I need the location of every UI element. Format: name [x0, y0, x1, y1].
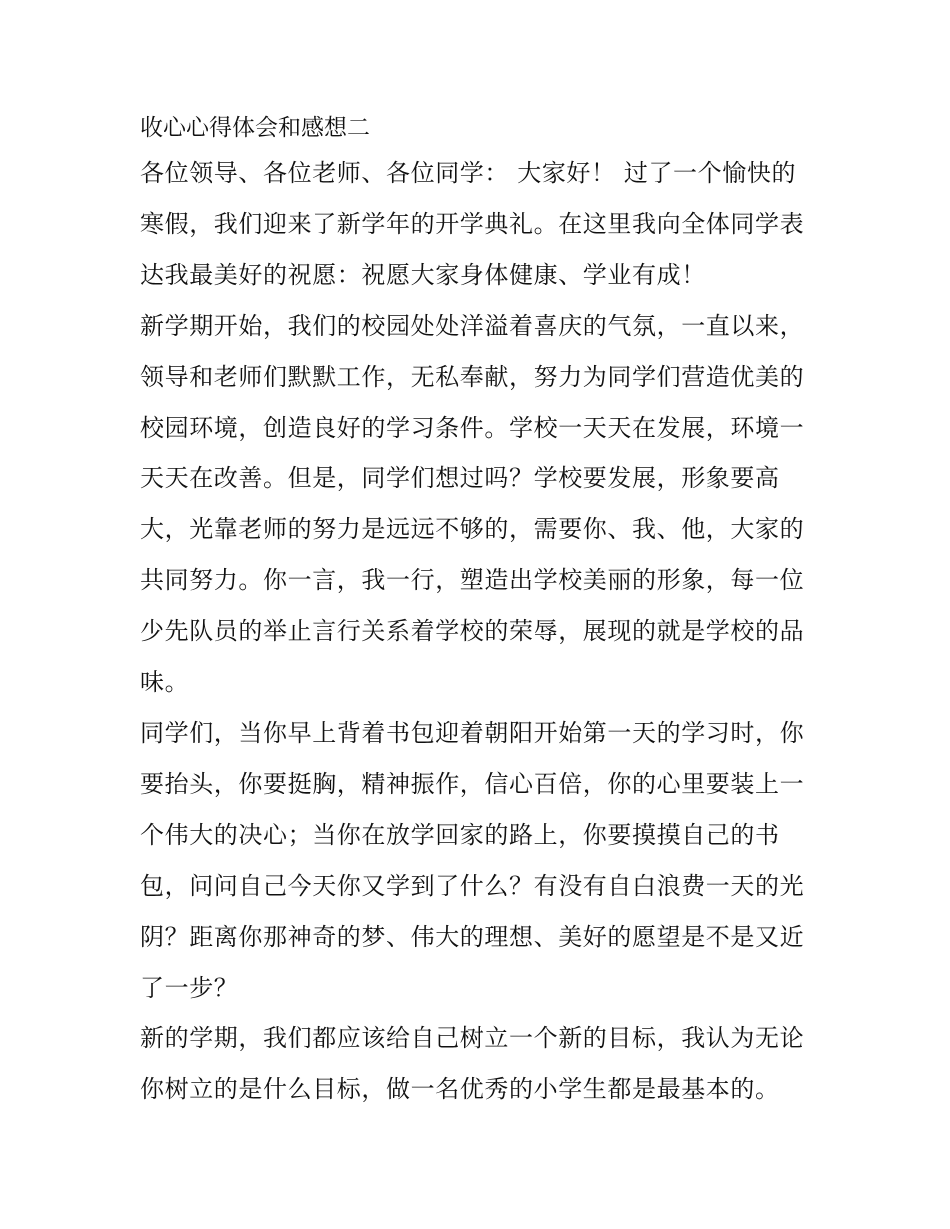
- text-line: 少先队员的举止言行关系着学校的荣辱，展现的就是学校的品: [140, 617, 805, 646]
- text-line: 校园环境，创造良好的学习条件。学校一天天在发展，环境一: [140, 413, 805, 442]
- text-line: 共同努力。你一言，我一行，塑造出学校美丽的形象，每一位: [140, 566, 805, 595]
- text-line: 大，光靠老师的努力是远远不够的，需要你、我、他，大家的: [140, 515, 805, 544]
- text-line: 新学期开始，我们的校园处处洋溢着喜庆的气氛，一直以来，: [140, 311, 805, 340]
- text-line: 寒假，我们迎来了新学年的开学典礼。在这里我向全体同学表: [140, 209, 805, 238]
- text-line: 了一步？: [140, 973, 239, 1002]
- text-line: 新的学期，我们都应该给自己树立一个新的目标，我认为无论: [140, 1024, 805, 1053]
- text-line: 你树立的是什么目标，做一名优秀的小学生都是最基本的。: [140, 1075, 780, 1104]
- text-line: 各位领导、各位老师、各位同学： 大家好！ 过了一个愉快的: [140, 159, 797, 187]
- text-line: 阴？距离你那神奇的梦、伟大的理想、美好的愿望是不是又近: [140, 922, 805, 951]
- text-line: 味。: [140, 668, 190, 697]
- text-line: 同学们，当你早上背着书包迎着朝阳开始第一天的学习时，你: [140, 718, 805, 747]
- document-title: 收心心得体会和感想二: [140, 115, 370, 141]
- text-line: 个伟大的决心；当你在放学回家的路上，你要摸摸自己的书: [140, 820, 780, 849]
- text-line: 达我最美好的祝愿：祝愿大家身体健康、学业有成！: [140, 260, 706, 289]
- text-line: 包，问问自己今天你又学到了什么？有没有自白浪费一天的光: [140, 871, 805, 900]
- document-body: [140, 108, 820, 1115]
- text-line: 天天在改善。但是，同学们想过吗？学校要发展，形象要高: [140, 464, 780, 493]
- text-line: 领导和老师们默默工作，无私奉献，努力为同学们营造优美的: [140, 362, 805, 391]
- text-line: 要抬头，你要挺胸，精神振作，信心百倍，你的心里要装上一: [140, 769, 805, 798]
